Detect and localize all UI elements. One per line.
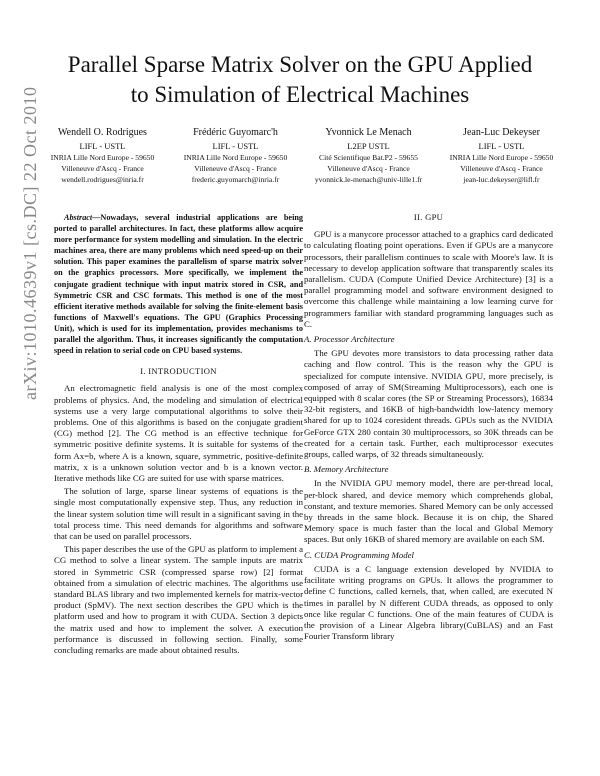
author-lab: LIFL - USTL <box>79 141 126 151</box>
paragraph: In the NVIDIA GPU memory model, there are per-thread local, per-block shared, and device memory which comprehends global, constant, and texture memories. Shared Memory can be only accessed by threads in the same block. Because it is on chip, the Shared Memory space is much faster than the local and Global Memory spaces. But only 16KB of shared memory are available on each SM. <box>304 478 553 545</box>
abstract-text: —Nowadays, several industrial applications are being ported to parallel architectures. In fact, these platforms allow acquire more performance for system modelling and simulation. In the electric machines area, there are many problems which need speed-up on their solution. This paper examines the parallelism of sparse matrix solver on the graphics processors. More specifically, we implement the conjugate gradient technique with input matrix stored in CSR, and Symmetric CSR and CSC formats. This method is one of the most efficient iterative methods available for solving the finite-element basis functions of Maxwell's equations. The GPU (Graphics Processing Unit), which is used for its implementation, provides mechanisms to parallel the algorithm. Thus, it increases significantly the computation speed in relation to serial code on CPU based systems. <box>54 213 303 356</box>
author-email: jean-luc.dekeyser@lifl.fr <box>463 175 540 184</box>
author-email: wendell.rodrigues@inria.fr <box>61 175 144 184</box>
paragraph: The GPU devotes more transistors to data processing rather data caching and flow control. This is the reason why the GPU is specialized for compute intensive. NVIDIA GPU, more precisely, is composed of array of SM(Streaming Multiprocessors), each one is equipped with 8 scalar cores (the SP or Streaming Processors), 16834 32-bit registers, and 16KB of high-bandwidth low-latency memory shared for up to 1024 coresident threads. GPUs such as the NVIDIA GeForce GTX 280 contain 30 multiprocessors, so 30K threads can be created for a certain task. Further, each multiprocessor executes groups, called warps, of 32 threads simultaneously. <box>304 348 553 460</box>
author-lab: LIFL - USTL <box>478 141 525 151</box>
title-line-2: to Simulation of Electrical Machines <box>130 82 470 107</box>
author-affiliation: Cité Scientifique Bat.P2 - 59655 <box>319 153 418 162</box>
section-heading-introduction: I. INTRODUCTION <box>140 366 217 377</box>
paragraph: The solution of large, sparse linear systems of equations is the single most computationally expensive step. Thus, any reduction in the linear system solution time will result in a significant saving in the total process time. This need demands for algorithms and software that can be used on parallel processors. <box>54 486 303 542</box>
author-email: frederic.guyomarch@inria.fr <box>191 175 280 184</box>
author-city: Villeneuve d'Ascq - France <box>61 164 144 173</box>
right-column <box>304 212 553 644</box>
paragraph: An electromagnetic field analysis is one of the most complex problems of physics. And, the modeling and simulation of electrical systems use a very large computational algorithms to solve their problems. One of this algorithms is based on the conjugate gradient (CG) method [2]. The CG method is an effective technique for symmetric positive definite systems. It is suitable for systems of the form Ax=b, where A is a known, square, symmetric, positive-definite matrix, x is a unknown solution vector and b is a known vector. Iterative methods like CG are suited for use with sparse matrices. <box>54 383 303 484</box>
author-email: yvonnick.le-menach@univ-lille1.fr <box>314 175 423 184</box>
author-2 <box>169 126 302 185</box>
author-city: Villeneuve d'Ascq - France <box>460 164 543 173</box>
author-affiliation: INRIA Lille Nord Europe - 59650 <box>50 153 155 162</box>
subsection-heading-processor: A. Processor Architecture <box>304 334 395 345</box>
subsection-heading-memory: B. Memory Architecture <box>304 464 389 475</box>
author-lab: L2EP USTL <box>347 141 390 151</box>
title-line-1: Parallel Sparse Matrix Solver on the GPU Applied <box>67 52 533 77</box>
abstract <box>54 212 303 356</box>
arxiv-identifier: arXiv:1010.4639v1 [cs.DC] 22 Oct 2010 <box>20 86 40 400</box>
author-block <box>36 126 568 185</box>
author-3 <box>302 126 435 185</box>
author-name: Frédéric Guyomarc'h <box>193 127 278 138</box>
abstract-label: Abstract <box>64 213 93 222</box>
author-name: Jean-Luc Dekeyser <box>463 127 540 138</box>
paragraph: This paper describes the use of the GPU as platform to implement a CG method to solve a linear system. The sample inputs are matrix stored in Symmetric CSR (compressed sparse row) [2] format obtained from a simulation of electric machines. The algorithms use standard BLAS library and two implemented kernels for matrix-vector product (SpMV). The next section describes the GPU which is the platform used and how to program it with CUDA. Section 3 depicts the matrix used and how to implement the solver. A execution performance is discussed in following section. Finally, some concluding remarks are made about obtained results. <box>54 544 303 656</box>
author-city: Villeneuve d'Ascq - France <box>327 164 410 173</box>
author-4 <box>435 126 568 185</box>
author-name: Yvonnick Le Menach <box>325 127 412 138</box>
left-column <box>54 212 303 658</box>
author-affiliation: INRIA Lille Nord Europe - 59650 <box>449 153 554 162</box>
author-affiliation: INRIA Lille Nord Europe - 59650 <box>183 153 288 162</box>
author-lab: LIFL - USTL <box>212 141 259 151</box>
section-heading-gpu: II. GPU <box>413 212 444 222</box>
author-1 <box>36 126 169 185</box>
paragraph: GPU is a manycore processor attached to a graphics card dedicated to calculating floating point operations. Even if GPUs are a manycore processors, their parallelism continues to scale with Moore's law. It is necessary to develop application software that transparently scales its parallelism. CUDA (Compute Unified Device Architecture) [3] is a parallel programming model and software environment designed to overcome this challenge while maintaining a low learning curve for programmers familiar with standard programming languages such as C. <box>304 229 553 329</box>
paragraph: CUDA is a C language extension developed by NVIDIA to facilitate writing programs on GPUs. It allows the programmer to define C functions, called kernels, that, when called, are executed N times in parallel by N different CUDA threads, as opposed to only once like regular C functions. One of the main features of CUDA is the provision of a Linear Algebra library(CuBLAS) and an Fast Fourier Transform library <box>304 563 553 642</box>
subsection-heading-cuda: C. CUDA Programming Model <box>304 549 414 560</box>
author-name: Wendell O. Rodrigues <box>58 127 147 138</box>
paper-title <box>40 50 560 110</box>
author-city: Villeneuve d'Ascq - France <box>194 164 277 173</box>
